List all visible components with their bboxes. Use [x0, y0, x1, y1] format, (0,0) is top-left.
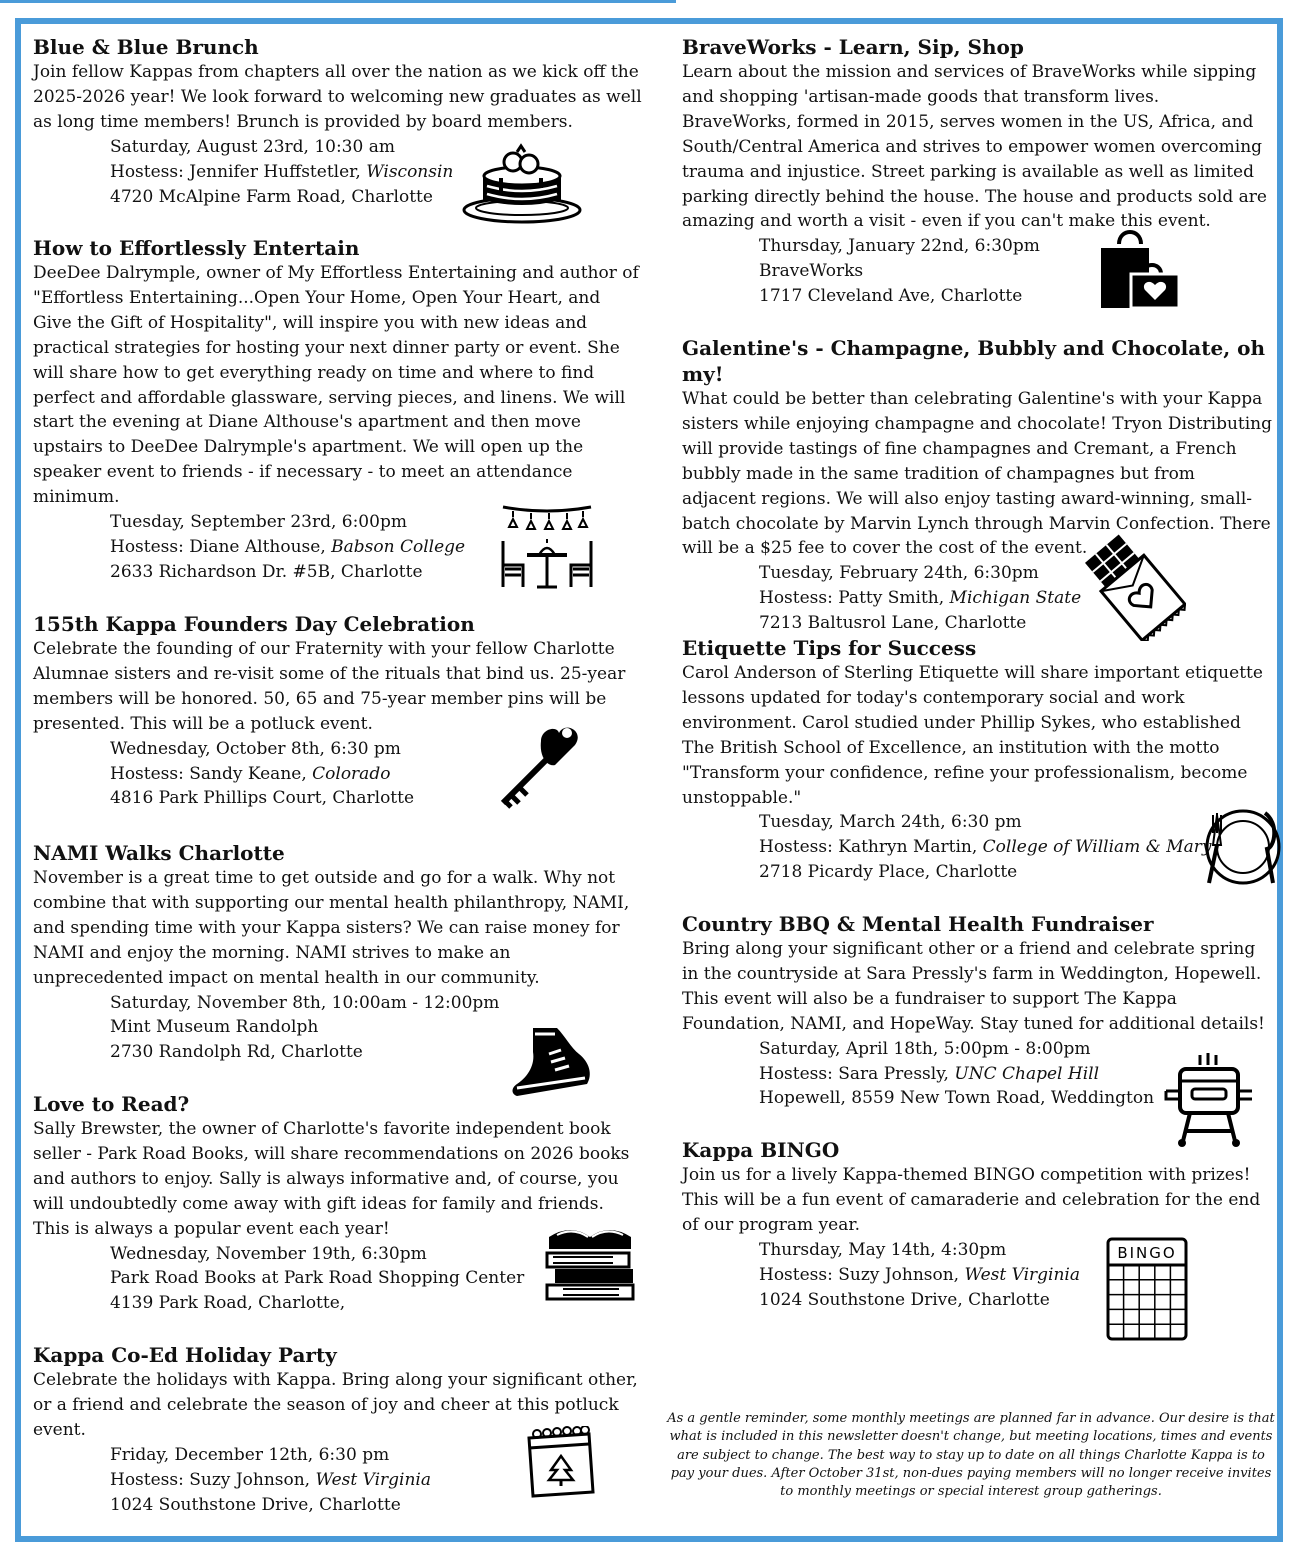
event-host: Hostess: Diane Althouse, Babson College: [110, 536, 466, 557]
dinner-table-icon: [499, 503, 595, 591]
event-title: 155th Kappa Founders Day Celebration: [33, 612, 475, 636]
event-details: [759, 561, 1272, 636]
event-description: Celebrate the holidays with Kappa. Bring along your significant other, or a friend and celebrate the season of joy and cheer at this potluck event.: [33, 1370, 638, 1440]
event-description: What could be better than celebrating Galentine's with your Kappa sisters while enjoying champagne and chocolate! Tryon Distributing will provide tastings of fine champagnes and Cremant, a French bubbly made in the same tradition of champagnes but from adjacent regions. We will also enjoy tasting award-winning, small-batch chocolate by Marvin Lynch through Marvin Confection. There will be a $25 fee to cover the cost of the event.: [682, 389, 1273, 559]
grill-icon: [1162, 1051, 1256, 1149]
event-description: Join fellow Kappas from chapters all over the nation as we kick off the 2025-2026 year! We look forward to welcoming new graduates as well as long time members! Brunch is provided by board members.: [33, 62, 642, 132]
shopping-bags-icon: [1097, 224, 1183, 312]
event-address: 1024 Southstone Drive, Charlotte: [759, 1289, 1050, 1310]
host-school: UNC Chapel Hill: [954, 1063, 1099, 1084]
event-description: November is a great time to get outside and go for a walk. Why not combine that with supporting our mental health philanthropy, NAMI, and spending time with your Kappa sisters? We can raise money for NAMI and enjoy the morning. NAMI strives to make an unprecedented impact on mental health in our community.: [33, 868, 630, 988]
event-description: Celebrate the founding of our Fraternity with your fellow Charlotte Alumnae sisters and re-visit some of the rituals that bind us. 25-year members will be honored. 50, 65 and 75-year member pins will be presented. This will be a potluck event.: [33, 639, 626, 734]
event-description: Sally Brewster, the owner of Charlotte's favorite independent book seller - Park Road Books, will share recommendations on 2026 books and authors to enjoy. Sally is always informative and, of course, you will undoubtedly come away with gift ideas for family and friends. This is always a popular event each year!: [33, 1119, 630, 1239]
event-details: [759, 1238, 1272, 1313]
event-love-to-read: [33, 1091, 643, 1342]
event-address: 2633 Richardson Dr. #5B, Charlotte: [110, 561, 423, 582]
event-address: 4720 McAlpine Farm Road, Charlotte: [110, 186, 433, 207]
event-address: 1717 Cleveland Ave, Charlotte: [759, 286, 1023, 307]
event-founders-day: [33, 611, 643, 840]
event-title: Kappa Co-Ed Holiday Party: [33, 1343, 337, 1367]
event-details: [759, 810, 1272, 885]
event-address: 4816 Park Phillips Court, Charlotte: [110, 788, 415, 809]
event-holiday-party: [33, 1342, 643, 1517]
event-address: 2730 Randolph Rd, Charlotte: [110, 1042, 363, 1063]
event-details: [759, 234, 1272, 309]
event-host: Hostess: Sara Pressly, UNC Chapel Hill: [759, 1063, 1099, 1084]
event-address: 1024 Southstone Drive, Charlotte: [110, 1494, 401, 1515]
bingo-card-icon: [1106, 1237, 1188, 1341]
event-host: Hostess: Kathryn Martin, College of William & Mary: [759, 837, 1212, 858]
event-date: Friday, December 12th, 6:30 pm: [110, 1444, 390, 1465]
event-date: Tuesday, February 24th, 6:30pm: [759, 563, 1039, 584]
event-date: Saturday, August 23rd, 10:30 am: [110, 136, 395, 157]
event-host: Hostess: Suzy Johnson, West Virginia: [110, 1469, 431, 1490]
pancakes-icon: [461, 142, 583, 224]
event-description: Join us for a lively Kappa-themed BINGO competition with prizes! This will be a fun event of camaraderie and celebration for the end of our program year.: [682, 1165, 1261, 1235]
chocolate-bar-icon: [1082, 533, 1186, 641]
event-galentines: [682, 335, 1272, 635]
event-host: Hostess: Sandy Keane, Colorado: [110, 763, 391, 784]
event-date: Tuesday, September 23rd, 6:00pm: [110, 512, 407, 533]
event-title: BraveWorks - Learn, Sip, Shop: [682, 35, 1024, 59]
event-effortless-entertain: [33, 235, 643, 611]
event-country-bbq: [682, 911, 1272, 1137]
host-school: Wisconsin: [366, 161, 454, 182]
books-icon: [543, 1217, 637, 1311]
right-column: [682, 34, 1272, 1312]
calendar-tree-icon: [523, 1426, 597, 1500]
host-school: Babson College: [331, 536, 466, 557]
event-host: Hostess: Suzy Johnson, West Virginia: [759, 1264, 1080, 1285]
event-date: Tuesday, March 24th, 6:30 pm: [759, 812, 1022, 833]
event-etiquette: [682, 635, 1272, 911]
reminder-note: As a gentle reminder, some monthly meetings are planned far in advance. Our desire is that what is included in this newsletter doesn't change, but meeting locations, times and events are subject to change. The best way to stay up to date on all things Charlotte Kappa is to pay your dues. After October 31st, non-dues paying members will no longer receive invites to monthly meetings or special interest group gatherings.: [667, 1411, 1275, 1500]
event-title: Galentine's - Champagne, Bubbly and Chocolate, oh my!: [682, 336, 1265, 386]
host-school: College of William & Mary: [982, 837, 1212, 858]
left-column: [33, 34, 643, 1517]
event-title: Country BBQ & Mental Health Fundraiser: [682, 912, 1154, 936]
event-title: How to Effortlessly Entertain: [33, 236, 360, 260]
event-title: Blue & Blue Brunch: [33, 35, 259, 59]
event-date: Wednesday, October 8th, 6:30 pm: [110, 738, 401, 759]
event-date: Saturday, April 18th, 5:00pm - 8:00pm: [759, 1038, 1091, 1059]
key-icon: [495, 719, 585, 811]
newsletter-frame: [15, 18, 1283, 1542]
event-host: Hostess: Jennifer Huffstetler, Wisconsin: [110, 161, 454, 182]
event-address: 7213 Baltusrol Lane, Charlotte: [759, 613, 1027, 634]
event-address: 4139 Park Road, Charlotte,: [110, 1293, 346, 1314]
event-title: Etiquette Tips for Success: [682, 636, 977, 660]
event-venue: Mint Museum Randolph: [110, 1017, 319, 1038]
bingo-label: BINGO: [1117, 1244, 1177, 1262]
event-description: Carol Anderson of Sterling Etiquette will share important etiquette lessons updated for today's contemporary social and work environment. Carol studied under Phillip Sykes, who established The British School of Excellence, an institution with the motto "Transform your confidence, refine your professionalism, become unstoppable.": [682, 663, 1263, 808]
event-title: Love to Read?: [33, 1092, 190, 1116]
host-school: West Virginia: [315, 1469, 431, 1490]
event-blue-blue-brunch: [33, 34, 643, 235]
event-date: Wednesday, November 19th, 6:30pm: [110, 1243, 427, 1264]
event-kappa-bingo: [682, 1137, 1272, 1312]
event-description: Learn about the mission and services of BraveWorks while sipping and shopping 'artisan-made goods that transform lives. BraveWorks, formed in 2015, serves women in the US, Africa, and South/Central America and strives to empower women overcoming trauma and injustice. Street parking is available as well as limited parking directly behind the house. The house and products sold are amazing and worth a visit - even if you can't make this event.: [682, 62, 1267, 232]
event-nami-walks: [33, 840, 643, 1091]
host-school: Michigan State: [949, 588, 1082, 609]
event-braveworks: [682, 34, 1272, 335]
event-date: Thursday, January 22nd, 6:30pm: [759, 236, 1040, 257]
host-school: West Virginia: [964, 1264, 1080, 1285]
event-address: Hopewell, 8559 New Town Road, Weddington: [759, 1088, 1155, 1109]
event-host: Hostess: Patty Smith, Michigan State: [759, 588, 1082, 609]
host-school: Colorado: [312, 763, 391, 784]
event-venue: Park Road Books at Park Road Shopping Center: [110, 1268, 525, 1289]
top-accent-line: [0, 0, 676, 3]
sneaker-icon: [509, 1024, 593, 1100]
event-description: DeeDee Dalrymple, owner of My Effortless Entertaining and author of "Effortless Entertaining...Open Your Home, Open Your Heart, and Give the Gift of Hospitality", will inspire you with new ideas and practical strategies for hosting your next dinner party or event. She will share how to get everything ready on time and where to find perfect and affordable glassware, serving pieces, and linens. We will start the evening at Diane Althouse's apartment and then move upstairs to DeeDee Dalrymple's apartment. We will open up the speaker event to friends - if necessary - to meet an attendance minimum.: [33, 263, 639, 508]
event-title: Kappa BINGO: [682, 1138, 840, 1162]
event-venue: BraveWorks: [759, 261, 864, 282]
event-title: NAMI Walks Charlotte: [33, 841, 285, 865]
event-date: Saturday, November 8th, 10:00am - 12:00pm: [110, 992, 500, 1013]
plate-cutlery-icon: [1199, 807, 1281, 887]
event-description: Bring along your significant other or a friend and celebrate spring in the countryside at Sara Pressly's farm in Weddington, Hopewell. This event will also be a fundraiser to support The Kappa Foundation, NAMI, and HopeWay. Stay tuned for additional details!: [682, 939, 1265, 1034]
event-date: Thursday, May 14th, 4:30pm: [759, 1239, 1007, 1260]
event-address: 2718 Picardy Place, Charlotte: [759, 862, 1018, 883]
